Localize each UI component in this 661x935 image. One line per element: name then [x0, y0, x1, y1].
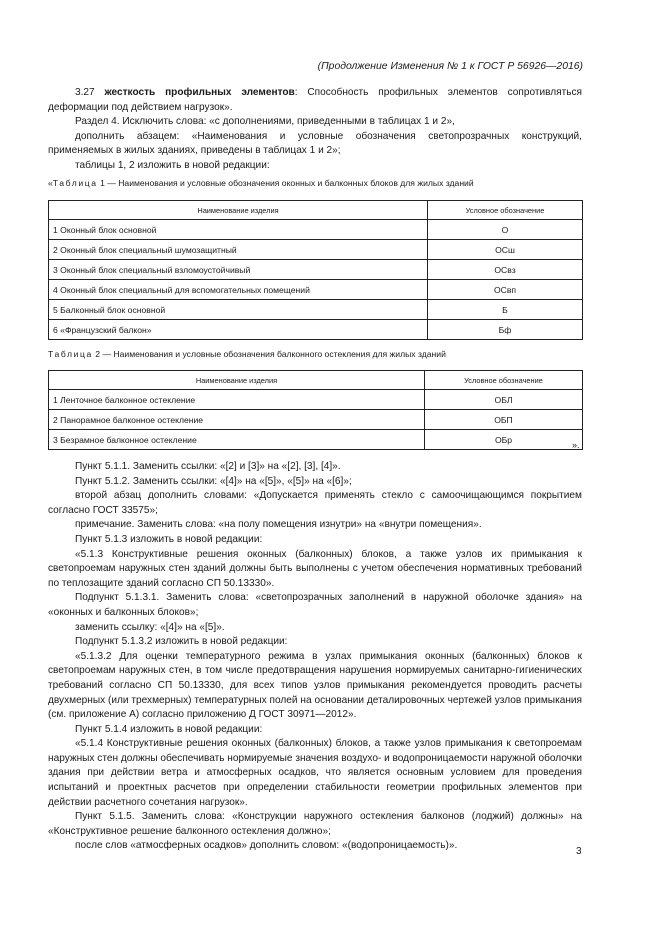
table-row: [49, 390, 583, 410]
table1-cell-code: ОСш: [428, 240, 583, 260]
intro-block: [48, 86, 582, 174]
table1-cell-name: 3 Оконный блок специальный взломоустойчивый: [49, 260, 428, 280]
table1-cell-code: ОСвп: [428, 280, 583, 300]
body-paragraph: после слов «атмосферных осадков» дополнить словом: «(водопроницаемость)».: [75, 840, 458, 852]
table2-cell-code: ОБЛ: [425, 390, 583, 410]
table2-caption-word: Таблица: [48, 349, 93, 359]
body-block: [48, 460, 582, 854]
intro-line-4: таблицы 1, 2 изложить в новой редакции:: [75, 159, 270, 171]
body-paragraph: Пункт 5.1.1. Заменить ссылки: «[2] и [3]» на «[2], [3], [4]».: [75, 461, 341, 472]
table1-cell-name: 6 «Французский балкон»: [49, 320, 428, 340]
body-paragraph: Пункт 5.1.2. Заменить ссылки: «[4]» на «[5]», «[5]» на «[6]»;: [75, 475, 352, 487]
table1-caption: [48, 178, 588, 188]
table1-cell-code: О: [428, 220, 583, 240]
table-row: [49, 410, 583, 430]
body-paragraph: Подпункт 5.1.3.1. Заменить слова: «светопрозрачных заполнений в наружной оболочке здания» на «оконных и балконных блоков»;: [48, 592, 582, 618]
body-paragraph: второй абзац дополнить словами: «Допускается применять стекло с самоочищающимся покрытием согласно ГОСТ 33575»;: [48, 490, 582, 516]
table1: [48, 200, 583, 340]
table2-cell-name: 2 Панорамное балконное остекление: [49, 410, 425, 430]
table-row: [49, 300, 583, 320]
table2-header-name: Наименование изделия: [49, 371, 425, 390]
table2-cell-code: ОБр: [425, 430, 583, 450]
body-paragraph: Подпункт 5.1.3.2 изложить в новой редакции:: [75, 636, 288, 648]
table-row: [49, 430, 583, 450]
table2-header-code: Условное обозначение: [425, 371, 583, 390]
table2: [48, 370, 583, 450]
table-row: [49, 280, 583, 300]
table1-cell-code: ОСвз: [428, 260, 583, 280]
table2-cell-name: 3 Безрамное балконное остекление: [49, 430, 425, 450]
table1-header-row: [49, 201, 583, 220]
table2-cell-name: 1 Ленточное балконное остекление: [49, 390, 425, 410]
table1-cell-name: 2 Оконный блок специальный шумозащитный: [49, 240, 428, 260]
page-number: 3: [576, 846, 582, 857]
clause-number: 3.27: [75, 87, 95, 98]
open-quote: «: [48, 178, 53, 188]
table1-caption-text: 1 — Наименования и условные обозначения оконных и балконных блоков для жилых зданий: [97, 178, 474, 188]
intro-line-2: Раздел 4. Исключить слова: «с дополнениями, приведенными в таблицах 1 и 2»,: [75, 116, 455, 128]
table2-caption: [48, 349, 588, 359]
table1-cell-code: Б: [428, 300, 583, 320]
clause-text: : Способность профильных элементов сопротивляться деформации под действием нагрузок».: [48, 87, 582, 113]
table-row: [49, 240, 583, 260]
table1-header-name: Наименование изделия: [49, 201, 428, 220]
body-paragraph: Пункт 5.1.4 изложить в новой редакции:: [75, 723, 263, 735]
table1-cell-name: 5 Балконный блок основной: [49, 300, 428, 320]
table1-header-code: Условное обозначение: [428, 201, 583, 220]
table2-closing-quote: ».: [572, 440, 580, 450]
table2-cell-code: ОБП: [425, 410, 583, 430]
clause-term: жесткость профильных элементов: [104, 87, 295, 98]
table2-header-row: [49, 371, 583, 390]
table1-caption-word: Таблица: [52, 178, 98, 188]
body-paragraph: Пункт 5.1.5. Заменить слова: «Конструкции наружного остекления балконов (лоджий) должны» на «Конструктивное решение балконного остекления должно»;: [48, 811, 582, 837]
body-paragraph: «5.1.3 Конструктивные решения оконных (балконных) блоков, а также узлов их примыкания к светопроемам наружных стен зданий должны быть выполнены с учетом обеспечения нормативных требований по теплозащите зданий согласно СП 50.13330».: [48, 548, 582, 589]
table1-cell-name: 4 Оконный блок специальный для вспомогательных помещений: [49, 280, 428, 300]
table1-cell-name: 1 Оконный блок основной: [49, 220, 428, 240]
clause-3-27: [48, 86, 582, 115]
table-row: [49, 320, 583, 340]
intro-line-3: дополнить абзацем: «Наименования и условные обозначения светопрозрачных конструкций, применяемых в жилых зданиях, приведены в таблицах 1 и 2»;: [48, 130, 582, 157]
body-paragraph: заменить ссылку: «[4]» на «[5]».: [75, 621, 225, 633]
body-paragraph: Пункт 5.1.3 изложить в новой редакции:: [75, 533, 263, 545]
running-header: (Продолжение Изменения № 1 к ГОСТ Р 56926—2016): [317, 61, 583, 72]
body-paragraph: «5.1.3.2 Для оценки температурного режима в узлах примыкания оконных (балконных) блоков к светопроемам наружных стен, в том числе предотвращения нарушения нормируемых санитарно-гигиенических требований согласно СП 50.13330, для всех типов узлов примыкания рекомендуется проводить расчеты двухмерных (или трехмерных) температурных полей на основании деталировочных чертежей узлов примыкания (см. приложение А) согласно приложению Д ГОСТ 30971—2012».: [48, 650, 582, 721]
body-paragraph: «5.1.4 Конструктивные решения оконных (балконных) блоков, а также узлов примыкания к светопроемам наружных стен должны обеспечивать нормируемые значения воздухо- и водопроницаемости наружной оболочки здания при действии ветра и атмосферных осадков, что является основным условием для проведения испытаний и проектных расчетов при определении стабильности геометрии профильных элементов при действии расчетного сочетания нагрузок».: [48, 738, 582, 808]
table1-cell-code: Бф: [428, 320, 583, 340]
body-paragraph: примечание. Заменить слова: «на полу помещения изнутри» на «внутри помещения».: [75, 519, 482, 531]
table-row: [49, 260, 583, 280]
table-row: [49, 220, 583, 240]
table2-caption-text: 2 — Наименования и условные обозначения балконного остекления для жилых зданий: [92, 349, 446, 359]
